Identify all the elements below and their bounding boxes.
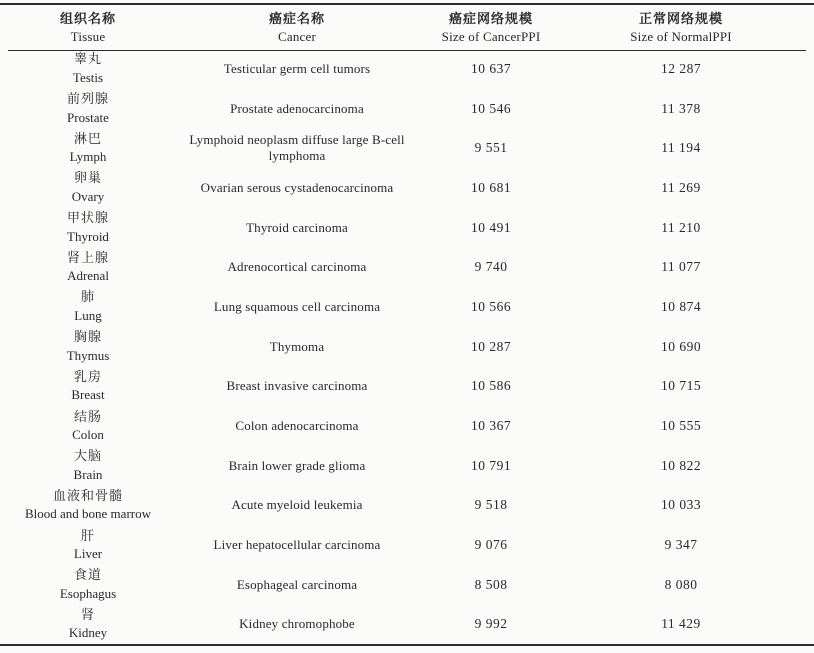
header-cell-cancer-ppi — [426, 10, 556, 45]
table-row — [0, 525, 814, 565]
cancer-ppi-size-cell: 10 491 — [470, 219, 512, 235]
table-header — [8, 5, 806, 51]
tissue-name-en: Lymph — [69, 149, 107, 165]
table-body — [0, 49, 814, 644]
cancer-name-cell: Kidney chromophobe — [239, 616, 355, 632]
cancer-ppi-size-cell: 9 992 — [474, 616, 508, 632]
cancer-ppi-size-cell: 10 791 — [470, 457, 512, 473]
tissue-name-en: Kidney — [68, 625, 108, 641]
tissue-name-en: Prostate — [67, 109, 109, 125]
tissue-cell — [8, 50, 168, 87]
cancer-ppi-size-cell: 10 637 — [470, 60, 512, 76]
tissue-name-en: Adrenal — [67, 268, 109, 284]
normal-ppi-size-cell: 11 378 — [661, 100, 701, 116]
tissue-name-en: Testis — [72, 69, 104, 85]
tissue-name-zh: 乳房 — [73, 368, 102, 384]
normal-ppi-size-cell: 11 269 — [661, 179, 701, 195]
header-cell-normal-ppi — [556, 10, 806, 45]
table-row — [0, 208, 814, 248]
cancer-ppi-size-cell: 10 287 — [470, 338, 512, 354]
header-normal-ppi-zh: 正常网络规模 — [638, 11, 723, 26]
header-cancer-ppi-zh: 癌症网络规模 — [448, 11, 533, 26]
tissue-name-en: Liver — [73, 546, 103, 562]
normal-ppi-size-cell: 10 874 — [660, 298, 702, 314]
cancer-name-cell: Ovarian serous cystadenocarcinoma — [200, 179, 394, 195]
normal-ppi-size-cell: 11 077 — [661, 259, 701, 275]
tissue-name-zh: 前列腺 — [66, 91, 109, 107]
tissue-name-zh: 甲状腺 — [66, 210, 109, 226]
tissue-name-en: Thymus — [66, 347, 110, 363]
normal-ppi-size-cell: 12 287 — [660, 60, 702, 76]
header-cell-tissue — [8, 10, 168, 45]
cancer-ppi-size-cell: 9 518 — [474, 497, 508, 513]
tissue-cell — [8, 169, 168, 206]
cancer-name-cell: Prostate adenocarcinoma — [230, 100, 364, 116]
cancer-ppi-size-cell: 8 508 — [474, 576, 508, 592]
tissue-cell — [8, 447, 168, 484]
normal-ppi-size-cell: 11 429 — [661, 616, 701, 632]
normal-ppi-size-cell: 11 194 — [661, 140, 701, 156]
cancer-name-cell: Lung squamous cell carcinoma — [213, 298, 381, 314]
normal-ppi-size-cell: 9 347 — [664, 537, 698, 553]
tissue-name-en: Ovary — [71, 188, 105, 204]
cancer-ppi-size-cell: 10 566 — [470, 298, 512, 314]
header-cancer-zh: 癌症名称 — [268, 11, 325, 26]
tissue-name-zh: 淋巴 — [73, 130, 102, 146]
table-row — [0, 446, 814, 486]
table-row — [0, 247, 814, 287]
cancer-name-cell: Esophageal carcinoma — [236, 576, 358, 592]
cancer-name-cell: Lymphoid neoplasm diffuse large B-cell lymphoma — [189, 132, 405, 164]
tissue-name-zh: 卵巢 — [73, 170, 102, 186]
header-cancer-en: Cancer — [277, 28, 316, 44]
table-row — [0, 49, 814, 89]
tissue-name-en: Colon — [72, 427, 104, 443]
cancer-name-cell: Acute myeloid leukemia — [231, 497, 363, 513]
tissue-name-en: Breast — [71, 387, 105, 403]
tissue-cell — [8, 90, 168, 127]
normal-ppi-size-cell: 10 822 — [660, 457, 702, 473]
header-normal-ppi-en: Size of NormalPPI — [630, 28, 732, 44]
tissue-name-en: Esophagus — [59, 585, 117, 601]
tissue-name-en: Blood and bone marrow — [24, 506, 151, 522]
normal-ppi-size-cell: 11 210 — [661, 219, 701, 235]
normal-ppi-size-cell: 10 690 — [660, 338, 702, 354]
tissue-name-en: Brain — [73, 466, 103, 482]
cancer-ppi-size-cell: 9 740 — [474, 259, 508, 275]
table-row — [0, 406, 814, 446]
table-row — [0, 367, 814, 407]
tissue-cell — [8, 249, 168, 286]
tissue-cell — [8, 606, 168, 643]
cancer-ppi-size-cell: 9 551 — [474, 140, 508, 156]
table-row — [0, 168, 814, 208]
tissue-name-zh: 大脑 — [73, 448, 102, 464]
cancer-ppi-size-cell: 10 546 — [470, 100, 512, 116]
table-row — [0, 605, 814, 645]
tissue-name-en: Thyroid — [67, 228, 109, 244]
cancer-ppi-size-cell: 10 367 — [470, 418, 512, 434]
cancer-ppi-size-cell: 10 681 — [470, 179, 512, 195]
header-cell-cancer — [168, 10, 426, 45]
tissue-cell — [8, 487, 168, 524]
table-row — [0, 327, 814, 367]
tissue-cell — [8, 408, 168, 445]
tissue-name-zh: 肾 — [80, 606, 95, 622]
table-row — [0, 565, 814, 605]
cancer-name-cell: Thyroid carcinoma — [246, 219, 348, 235]
cancer-ppi-size-cell: 9 076 — [474, 537, 508, 553]
tissue-name-zh: 血液和骨髓 — [52, 487, 123, 503]
table-row — [0, 486, 814, 526]
tissue-cell — [8, 130, 168, 167]
cancer-name-cell: Testicular germ cell tumors — [223, 60, 371, 76]
tissue-name-zh: 肾上腺 — [66, 249, 109, 265]
cancer-name-cell: Adrenocortical carcinoma — [227, 259, 367, 275]
table-bottom-rule — [0, 644, 814, 646]
cancer-name-cell: Thymoma — [269, 338, 325, 354]
tissue-cell — [8, 566, 168, 603]
tissue-cell — [8, 288, 168, 325]
tissue-name-zh: 睾丸 — [73, 51, 102, 67]
tissue-name-zh: 胸腺 — [73, 329, 102, 345]
cancer-name-cell: Brain lower grade glioma — [228, 457, 366, 473]
tissue-cell — [8, 328, 168, 365]
tissue-name-zh: 结肠 — [73, 408, 102, 424]
tissue-name-zh: 肺 — [80, 289, 95, 305]
normal-ppi-size-cell: 10 715 — [660, 378, 702, 394]
tissue-cell — [8, 527, 168, 564]
tissue-cell — [8, 368, 168, 405]
header-cancer-ppi-en: Size of CancerPPI — [441, 28, 541, 44]
cancer-name-cell: Breast invasive carcinoma — [226, 378, 368, 394]
header-tissue-en: Tissue — [70, 28, 106, 44]
table-row — [0, 287, 814, 327]
table-row — [0, 89, 814, 129]
header-tissue-zh: 组织名称 — [59, 11, 116, 26]
tissue-name-en: Lung — [74, 307, 102, 323]
normal-ppi-size-cell: 10 033 — [660, 497, 702, 513]
normal-ppi-size-cell: 8 080 — [664, 576, 698, 592]
cancer-name-cell: Liver hepatocellular carcinoma — [213, 537, 381, 553]
tissue-name-zh: 食道 — [73, 567, 102, 583]
tissue-cell — [8, 209, 168, 246]
table-row — [0, 128, 814, 168]
tissue-name-zh: 肝 — [80, 527, 95, 543]
cancer-ppi-size-cell: 10 586 — [470, 378, 512, 394]
cancer-name-cell: Colon adenocarcinoma — [235, 418, 359, 434]
normal-ppi-size-cell: 10 555 — [660, 418, 702, 434]
